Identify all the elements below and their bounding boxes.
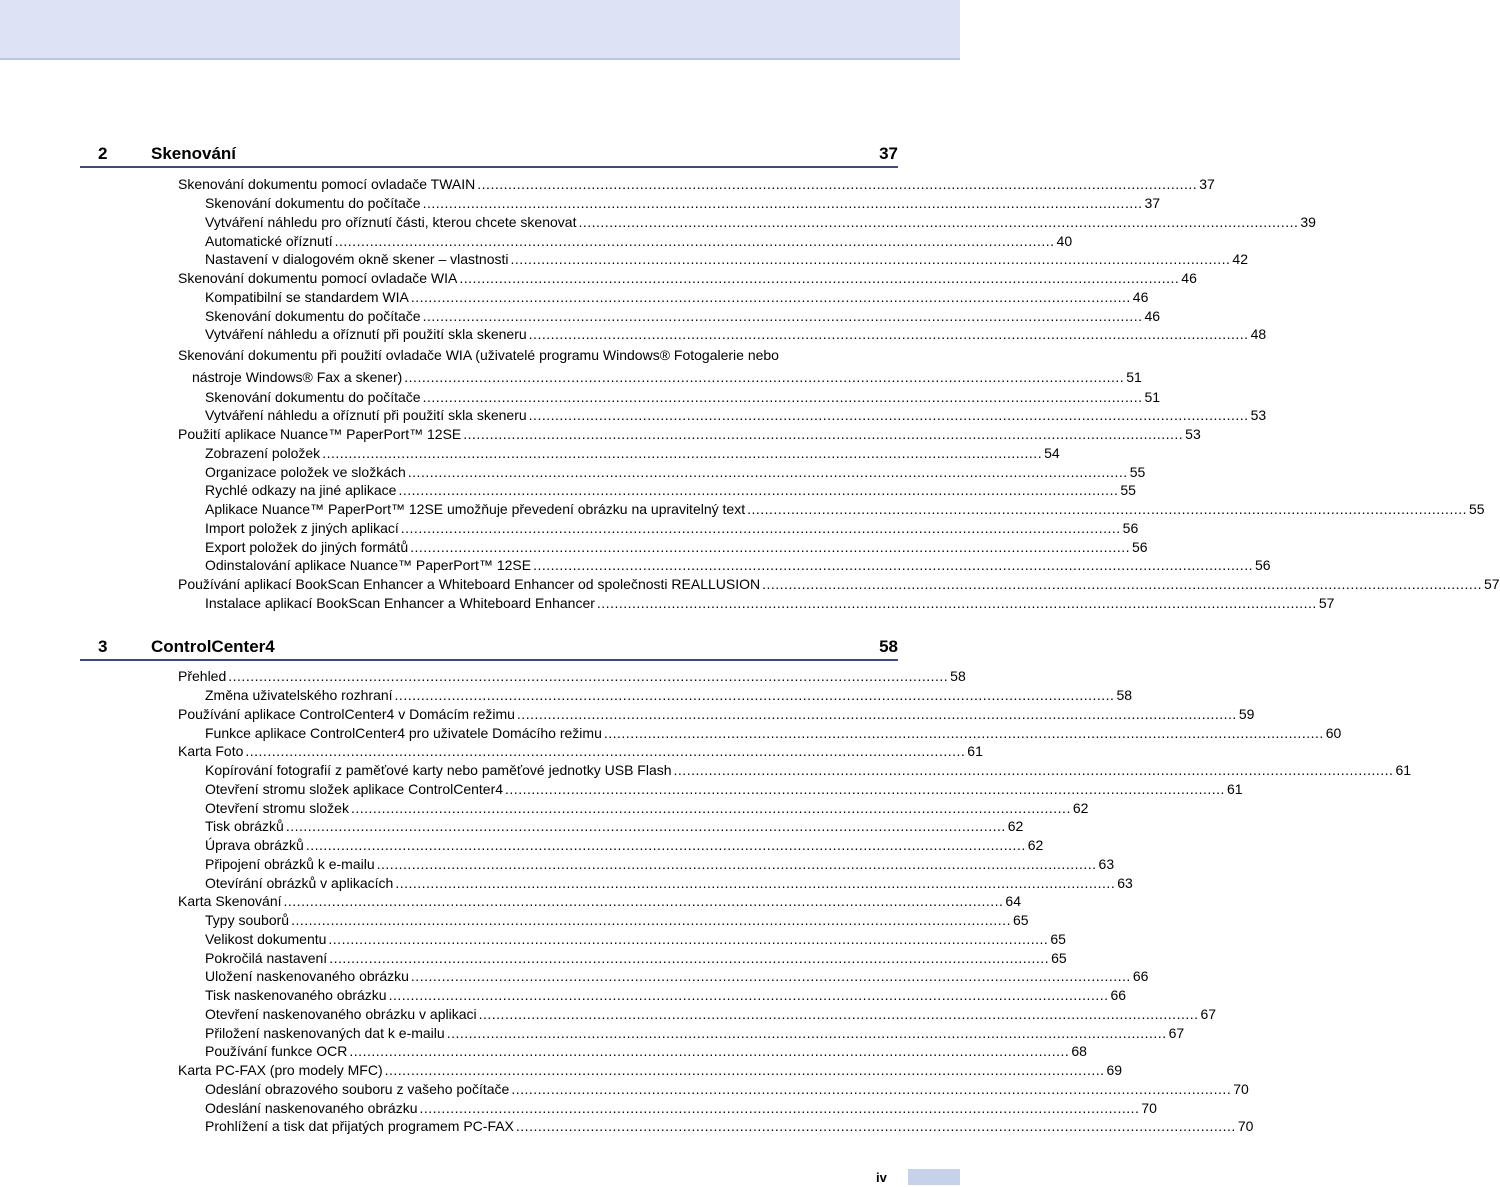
toc-entry-page: 51: [1126, 369, 1142, 385]
toc-entry-page: 62: [1027, 837, 1044, 853]
toc-entry[interactable]: Zobrazení položek .................................................................................................................................................................... 54: [205, 445, 1060, 461]
toc-entry-page: 58: [1116, 687, 1133, 703]
toc-entry-page: 58: [950, 668, 966, 684]
toc-entry-title: Změna uživatelského rozhraní: [205, 687, 393, 703]
toc-entry[interactable]: Karta Skenování .................................................................................................................................................................... 64: [178, 893, 1021, 909]
page-number: iv: [876, 1170, 887, 1185]
toc-entry-title: Import položek z jiných aplikací: [205, 520, 399, 536]
toc-entry[interactable]: Přehled .................................................................................................................................................................... 58: [178, 668, 966, 684]
toc-entry-page: 65: [1050, 931, 1066, 947]
toc-entry-title: Vytváření náhledu pro oříznutí části, kterou chcete skenovat: [205, 214, 577, 230]
toc-entry-page: 53: [1185, 426, 1201, 442]
toc-entry-page: 46: [1181, 270, 1197, 286]
toc-entry-page: 63: [1117, 875, 1133, 891]
toc-entry-page: 56: [1254, 557, 1271, 573]
toc-entry-page: 48: [1250, 326, 1267, 342]
toc-entry-page: 55: [1120, 482, 1136, 498]
toc-entry-page: 42: [1232, 251, 1248, 267]
chapter-title: Skenování: [151, 144, 237, 163]
toc-entry-title: Karta PC-FAX (pro modely MFC): [178, 1062, 383, 1078]
toc-entry-title: Skenování dokumentu do počítače: [205, 195, 421, 211]
toc-entry-page: 56: [1132, 539, 1148, 555]
toc-entry-title: Vytváření náhledu a oříznutí při použití skla skeneru: [205, 326, 527, 342]
toc-entry[interactable]: Nastavení v dialogovém okně skener – vlastnosti .................................................................................................................................................................... 42: [205, 251, 1248, 267]
toc-entry-page: 40: [1056, 233, 1073, 249]
chapter-page: 37: [879, 144, 898, 163]
toc-entry-title: Export položek do jiných formátů: [205, 539, 409, 555]
toc-entry-title: Kopírování fotografií z paměťové karty nebo paměťové jednotky USB Flash: [205, 762, 672, 778]
chapter-number: 2: [98, 144, 108, 163]
toc-entry-page: 67: [1200, 1006, 1217, 1022]
chapter-heading[interactable]: [80, 144, 898, 168]
toc-entry-title: Skenování dokumentu pomocí ovladače TWAIN: [178, 176, 476, 192]
toc-entry-title: Kompatibilní se standardem WIA: [205, 289, 409, 305]
toc-entry[interactable]: Funkce aplikace ControlCenter4 pro uživatele Domácího režimu .................................................................................................................................................................... 60: [205, 725, 1342, 741]
toc-entry[interactable]: Velikost dokumentu .................................................................................................................................................................... 65: [205, 931, 1066, 947]
toc-entry-title: Instalace aplikací BookScan Enhancer a Whiteboard Enhancer: [205, 595, 595, 611]
toc-entry-page: 53: [1250, 407, 1267, 423]
toc-entry-title: Otevření naskenovaného obrázku v aplikaci: [205, 1006, 477, 1022]
toc-entry-title: Skenování dokumentu do počítače: [205, 389, 421, 405]
header-band: [0, 0, 960, 60]
toc-entry-page: 60: [1325, 725, 1342, 741]
toc-entry-page: 55: [1469, 501, 1485, 517]
toc-entry-page: 59: [1238, 706, 1255, 722]
toc-entry-title: Používání funkce OCR: [205, 1043, 348, 1059]
toc-entry[interactable]: Export položek do jiných formátů .................................................................................................................................................................... 56: [205, 539, 1148, 555]
toc-entry-page: 61: [1226, 781, 1243, 797]
toc-entry[interactable]: Automatické oříznutí .................................................................................................................................................................... 40: [205, 233, 1073, 249]
toc-entry-page: 57: [1318, 595, 1335, 611]
toc-entry[interactable]: Tisk obrázků .................................................................................................................................................................... 62: [205, 818, 1024, 834]
toc-entry-page: 65: [1051, 950, 1067, 966]
toc-entry-title: Úprava obrázků: [205, 837, 304, 853]
toc-entry-page: 63: [1098, 856, 1115, 872]
toc-entry-title: Odinstalování aplikace Nuance™ PaperPort™ 12SE: [205, 557, 532, 573]
toc-entry[interactable]: Otevření stromu složek aplikace ControlCenter4 .................................................................................................................................................................... 61: [205, 781, 1243, 797]
toc-entry-page: 37: [1199, 176, 1215, 192]
toc-entry-page: 64: [1005, 893, 1021, 909]
toc-entry[interactable]: Vytváření náhledu a oříznutí při použití skla skeneru .................................................................................................................................................................... 48: [205, 326, 1267, 342]
toc-entry[interactable]: Skenování dokumentu do počítače .................................................................................................................................................................... 51: [205, 389, 1161, 405]
toc-entry[interactable]: Používání funkce OCR .................................................................................................................................................................... 68: [205, 1043, 1087, 1059]
toc-entry-title: Typy souborů: [205, 912, 290, 928]
toc-entry-page: 69: [1106, 1062, 1123, 1078]
toc-entry[interactable]: Otevření stromu složek .................................................................................................................................................................... 62: [205, 800, 1089, 816]
toc-entry[interactable]: nástroje Windows® Fax a skener) .................................................................................................................................................................... 51: [192, 369, 1142, 385]
toc-entry-page: 70: [1237, 1118, 1254, 1134]
toc-entry[interactable]: Odeslání naskenovaného obrázku .................................................................................................................................................................... 70: [205, 1100, 1157, 1116]
toc-entry-page: 66: [1132, 968, 1149, 984]
toc-entry-title: Nastavení v dialogovém okně skener – vlastnosti: [205, 251, 509, 267]
toc-entry[interactable]: Karta Foto .................................................................................................................................................................... 61: [178, 743, 983, 759]
toc-entry-page: 70: [1233, 1081, 1249, 1097]
toc-entry-title: Aplikace Nuance™ PaperPort™ 12SE umožňuje převedení obrázku na upravitelný text: [205, 501, 746, 517]
toc-entry-title: Používání aplikací BookScan Enhancer a Whiteboard Enhancer od společnosti REALLUSION: [178, 576, 761, 592]
toc-entry[interactable]: Karta PC-FAX (pro modely MFC) .................................................................................................................................................................... 69: [178, 1062, 1123, 1078]
toc-entry-page: 65: [1012, 912, 1029, 928]
toc-entry-page: 46: [1132, 289, 1149, 305]
toc-entry[interactable]: Skenování dokumentu do počítače .................................................................................................................................................................... 46: [205, 308, 1161, 324]
chapter-heading[interactable]: [80, 637, 898, 661]
toc-entry-page: 61: [967, 743, 983, 759]
toc-entry[interactable]: Připojení obrázků k e-mailu .................................................................................................................................................................... 63: [205, 856, 1115, 872]
toc-entry-title: Pokročilá nastavení: [205, 950, 328, 966]
toc-entry[interactable]: Změna uživatelského rozhraní .................................................................................................................................................................... 58: [205, 687, 1133, 703]
footer-tab: [908, 1169, 960, 1185]
toc-entry-page: 46: [1144, 308, 1161, 324]
toc-entry-title: Skenování dokumentu pomocí ovladače WIA: [178, 270, 458, 286]
toc-entry[interactable]: Typy souborů .................................................................................................................................................................... 65: [205, 912, 1029, 928]
toc-entry-title: Prohlížení a tisk dat přijatých programem PC-FAX: [205, 1118, 514, 1134]
toc-entry-title: Připojení obrázků k e-mailu: [205, 856, 375, 872]
toc-entry[interactable]: Vytváření náhledu a oříznutí při použití skla skeneru .................................................................................................................................................................... 53: [205, 407, 1267, 423]
toc-entry[interactable]: Používání aplikací BookScan Enhancer a Whiteboard Enhancer od společnosti REALLUSION .................................................................................................................................................................... 57: [178, 576, 1500, 592]
toc-entry-title: Přiložení naskenovaných dat k e-mailu: [205, 1025, 445, 1041]
toc-entry-page: 54: [1044, 445, 1060, 461]
toc-entry[interactable]: Organizace položek ve složkách .................................................................................................................................................................... 55: [205, 464, 1146, 480]
toc-entry[interactable]: Kopírování fotografií z paměťové karty nebo paměťové jednotky USB Flash .................................................................................................................................................................... 61: [205, 762, 1412, 778]
toc-entry[interactable]: Tisk naskenovaného obrázku .................................................................................................................................................................... 66: [205, 987, 1127, 1003]
chapter-page: 58: [879, 637, 898, 656]
toc-entry[interactable]: Otevírání obrázků v aplikacích .................................................................................................................................................................... 63: [205, 875, 1133, 891]
toc-entry-title: Velikost dokumentu: [205, 931, 327, 947]
toc-entry[interactable]: Skenování dokumentu pomocí ovladače TWAIN .................................................................................................................................................................... 37: [178, 176, 1215, 192]
toc-entry-title: Otevírání obrázků v aplikacích: [205, 875, 394, 891]
toc-entry-title: Uložení naskenovaného obrázku: [205, 968, 409, 984]
toc-entry-title: Použití aplikace Nuance™ PaperPort™ 12SE: [178, 426, 462, 442]
toc-entry[interactable]: Vytváření náhledu pro oříznutí části, kterou chcete skenovat .................................................................................................................................................................... 39: [205, 214, 1316, 230]
toc-entry-page: 39: [1300, 214, 1316, 230]
toc-entry-page: 55: [1129, 464, 1146, 480]
toc-entry-page: 51: [1144, 389, 1161, 405]
toc-entry-page: 61: [1395, 762, 1412, 778]
toc-entry-title: nástroje Windows® Fax a skener): [192, 369, 403, 385]
toc-entry[interactable]: Kompatibilní se standardem WIA .................................................................................................................................................................... 46: [205, 289, 1149, 305]
toc-entry-page: 62: [1072, 800, 1089, 816]
toc-entry-title: Odeslání obrazového souboru z vašeho počítače: [205, 1081, 510, 1097]
toc-entry[interactable]: Instalace aplikací BookScan Enhancer a Whiteboard Enhancer .................................................................................................................................................................... 57: [205, 595, 1335, 611]
toc-entry[interactable]: Přiložení naskenovaných dat k e-mailu .................................................................................................................................................................... 67: [205, 1025, 1185, 1041]
toc-entry-page: 56: [1122, 520, 1139, 536]
toc-entry-title: Automatické oříznutí: [205, 233, 333, 249]
toc-entry[interactable]: Uložení naskenovaného obrázku .................................................................................................................................................................... 66: [205, 968, 1149, 984]
toc-entry-title: Odeslání naskenovaného obrázku: [205, 1100, 418, 1116]
toc-entry-title: Otevření stromu složek: [205, 800, 349, 816]
toc-entry-title: Tisk obrázků: [205, 818, 284, 834]
toc-entry-wrapped-title[interactable]: Skenování dokumentu při použití ovladače WIA (uživatelé programu Windows® Fotogalerie nebo: [178, 347, 779, 363]
toc-entry-title: Vytváření náhledu a oříznutí při použití skla skeneru: [205, 407, 527, 423]
toc-entry-page: 68: [1071, 1043, 1087, 1059]
toc-entry-page: 62: [1007, 818, 1024, 834]
toc-entry[interactable]: Pokročilá nastavení .................................................................................................................................................................... 65: [205, 950, 1067, 966]
toc-entry-title: Skenování dokumentu do počítače: [205, 308, 421, 324]
toc-entry[interactable]: Odinstalování aplikace Nuance™ PaperPort™ 12SE .................................................................................................................................................................... 56: [205, 557, 1271, 573]
toc-entry[interactable]: Prohlížení a tisk dat přijatých programem PC-FAX .................................................................................................................................................................... 70: [205, 1118, 1254, 1134]
toc-entry[interactable]: Skenování dokumentu pomocí ovladače WIA .................................................................................................................................................................... 46: [178, 270, 1197, 286]
toc-entry-title: Funkce aplikace ControlCenter4 pro uživatele Domácího režimu: [205, 725, 602, 741]
toc-entry-title: Organizace položek ve složkách: [205, 464, 406, 480]
toc-entry[interactable]: Používání aplikace ControlCenter4 v Domácím režimu .................................................................................................................................................................... 59: [178, 706, 1255, 722]
toc-entry[interactable]: Úprava obrázků .................................................................................................................................................................... 62: [205, 837, 1044, 853]
chapter-title: ControlCenter4: [151, 637, 275, 656]
toc-entry-title: Přehled: [178, 668, 227, 684]
chapter-number: 3: [98, 637, 108, 656]
toc-entry-title: Používání aplikace ControlCenter4 v Domácím režimu: [178, 706, 515, 722]
toc-entry[interactable]: Aplikace Nuance™ PaperPort™ 12SE umožňuje převedení obrázku na upravitelný text .................................................................................................................................................................... 55: [205, 501, 1485, 517]
toc-entry-title: Otevření stromu složek aplikace ControlCenter4: [205, 781, 504, 797]
toc-entry-title: Tisk naskenovaného obrázku: [205, 987, 387, 1003]
toc-entry-page: 57: [1484, 576, 1500, 592]
toc-entry[interactable]: Import položek z jiných aplikací .................................................................................................................................................................... 56: [205, 520, 1139, 536]
toc-entry-page: 66: [1110, 987, 1127, 1003]
toc-entry[interactable]: Skenování dokumentu do počítače .................................................................................................................................................................... 37: [205, 195, 1161, 211]
toc-entry-title: Zobrazení položek: [205, 445, 321, 461]
toc-entry[interactable]: Otevření naskenovaného obrázku v aplikaci .................................................................................................................................................................... 67: [205, 1006, 1217, 1022]
toc-entry-page: 70: [1141, 1100, 1157, 1116]
toc-entry-page: 37: [1144, 195, 1161, 211]
toc-entry[interactable]: Odeslání obrazového souboru z vašeho počítače .................................................................................................................................................................... 70: [205, 1081, 1249, 1097]
toc-entry-title: Karta Skenování: [178, 893, 282, 909]
toc-entry-title: Karta Foto: [178, 743, 244, 759]
toc-entry-page: 67: [1168, 1025, 1185, 1041]
toc-entry[interactable]: Použití aplikace Nuance™ PaperPort™ 12SE .................................................................................................................................................................... 53: [178, 426, 1201, 442]
toc-entry-title: Rychlé odkazy na jiné aplikace: [205, 482, 397, 498]
toc-entry[interactable]: Rychlé odkazy na jiné aplikace .................................................................................................................................................................... 55: [205, 482, 1136, 498]
